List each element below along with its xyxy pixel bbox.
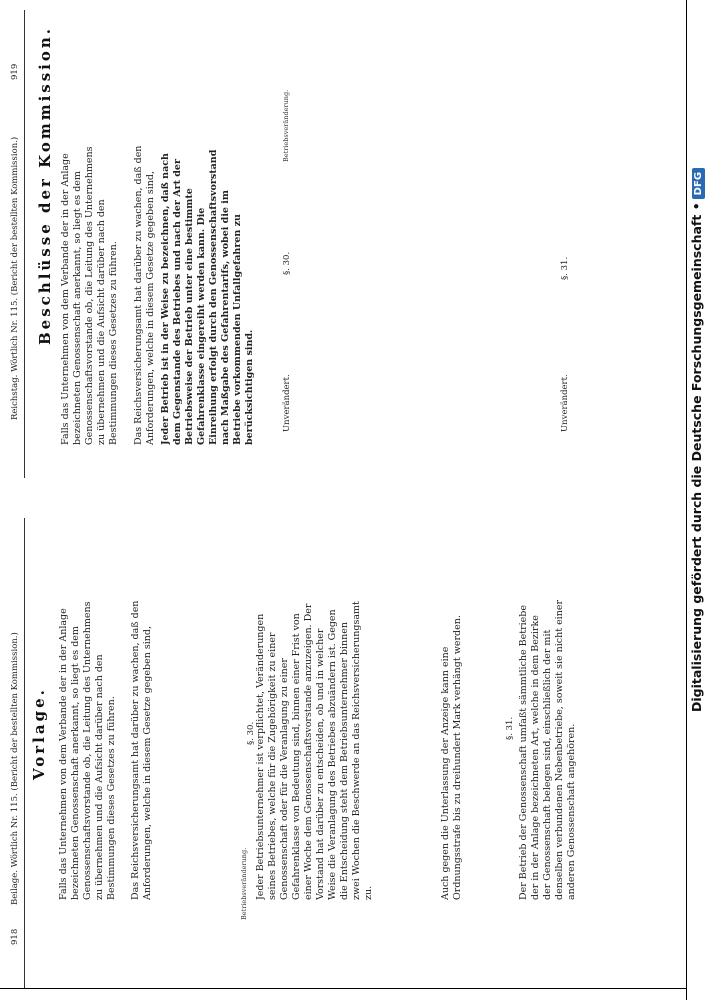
left-paragraph-3: Jeder Betriebsunternehmer ist verpflichtet, Veränderungen seines Betriebes, welche für die Zugehörigkeit zu einer Genossenschaft oder für die Veranlagung zu einer Gefahrenklasse von Bedeutung sind, binnen einer Frist von einer Woche dem Genossenschaftsvorstande anzuzeigen. Der Vorstand hat darüber zu entscheiden, ob und in welcher Weise die Veranlagung des Betriebes abzuändern ist. Gegen die Entscheidung steht dem Betriebsunternehmer binnen zwei Wochen die Beschwerde an das Reichsversicherungsamt zu.	[255, 601, 374, 900]
left-paragraph-5: Der Betrieb der Genossenschaft umfaßt sämmtliche Betriebe der in der Anlage bezeichneten Art, welche in dem Bezirke der Genossenschaft belegen sind, einschließlich der mit denselben verbundenen Nebenbetriebe, soweit sie nicht einer anderen Genossenschaft angehören.	[518, 600, 577, 900]
dfg-footer-text: Digitalisierung gefördert durch die Deutsche Forschungsgemeinschaft •	[689, 202, 704, 712]
right-margin-note: Betriebsveränderung.	[282, 89, 290, 162]
left-section-title: Vorlage.	[30, 687, 48, 780]
right-page-number: 919	[10, 63, 20, 80]
left-running-head: Beilage. Wörtlich Nr. 115. (Bericht der bestellten Kommission.)	[10, 632, 20, 905]
right-paragraph-3: Jeder Betrieb ist in der Weise zu bezeichnen, daß nach dem Gegenstande des Betriebes und nach der Art der Betriebsweise der Betrieb unter eine bestimmte Gefahrenklasse eingereiht werden kann. Die Einreihung erfolgt durch den Genossenschaftsvorstand nach Maßgabe des Gefahrentarifs, wobei die im Betriebe vorkommenden Unfallgefahren zu berücksichtigen sind.	[160, 149, 255, 445]
left-paragraph-2: Das Reichsversicherungsamt hat darüber zu wachen, daß den Anforderungen, welche in diesem Gesetze gegeben sind,	[130, 600, 153, 900]
right-unchanged-label-2: Unverändert.	[560, 374, 570, 432]
left-margin-note: Betriebsveränderung.	[240, 847, 248, 920]
left-header-rule	[24, 518, 25, 988]
right-section-number: §. 30.	[282, 251, 292, 275]
left-paragraph-1: Falls das Unternehmen von dem Verbande der in der Anlage bezeichneten Genossenschaft anerkannt, so liegt es dem Genossenschaftsvorstande ob, die Leitung des Unternehmens zu übernehmen und die Aufsicht darüber nach den Bestimmungen dieses Gesetzes zu führen.	[58, 601, 117, 900]
right-paragraph-2: Das Reichsversicherungsamt hat darüber zu wachen, daß den Anforderungen, welche in diesem Gesetze gegeben sind,	[133, 145, 156, 445]
right-paragraph-1: Falls das Unternehmen von dem Verbande der in der Anlage bezeichneten Genossenschaft anerkannt, so liegt es dem Genossenschaftsvorstande ob, die Leitung des Unternehmens zu übernehmen und die Aufsicht darüber nach den Bestimmungen dieses Gesetzes zu führen.	[60, 146, 119, 445]
right-header-rule	[24, 10, 25, 478]
left-page-number: 918	[10, 928, 20, 945]
right-unchanged-label: Unverändert.	[282, 374, 292, 432]
page-border-right	[686, 0, 687, 1000]
right-running-head: Reichstag. Wörtlich Nr. 115. (Bericht der bestellten Kommission.)	[10, 136, 20, 420]
page-border-bottom	[0, 988, 687, 989]
dfg-logo-icon: DFG	[692, 168, 705, 199]
right-section-title: Beschlüsse der Kommission.	[36, 26, 54, 345]
left-section-number-2: §. 31.	[505, 716, 515, 740]
left-section-number: §. 30.	[246, 721, 256, 745]
right-section-number-2: §. 31.	[560, 256, 570, 280]
left-paragraph-4: Auch gegen die Unterlassung der Anzeige kann eine Ordnungsstrafe bis zu dreihundert Mark verhängt werden.	[440, 615, 463, 900]
dfg-footer	[689, 168, 705, 712]
